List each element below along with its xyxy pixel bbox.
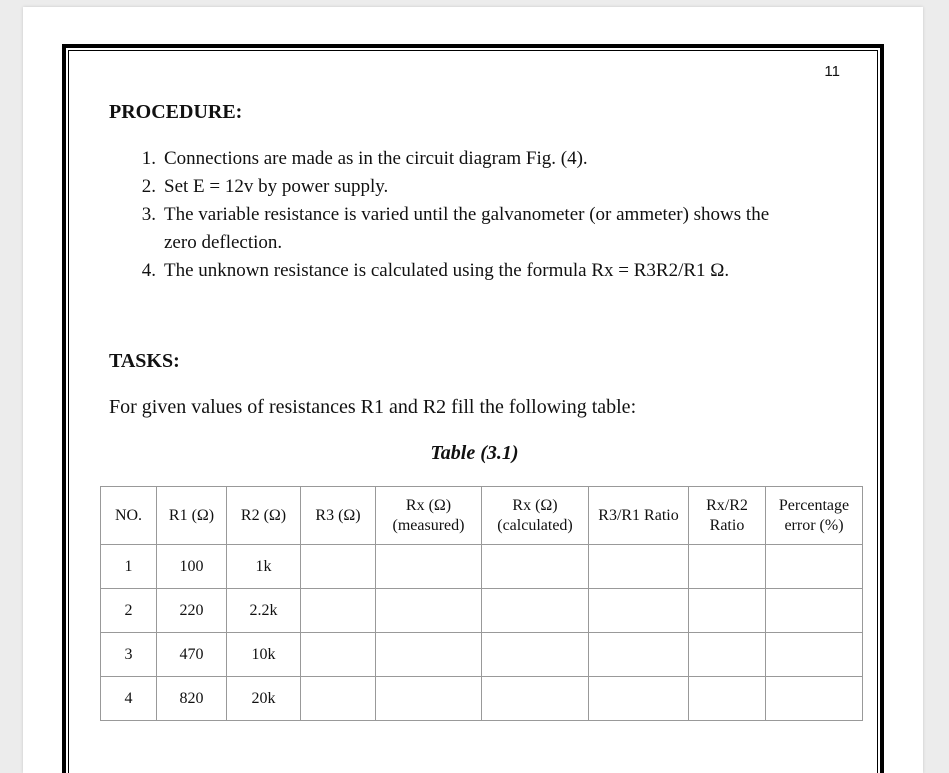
tasks-heading: TASKS:	[109, 350, 180, 372]
cell-empty	[301, 545, 376, 589]
cell-r2: 1k	[227, 545, 301, 589]
cell-empty	[301, 589, 376, 633]
cell-r1: 470	[157, 633, 227, 677]
col-header-no: NO.	[101, 487, 157, 545]
cell-empty	[589, 633, 689, 677]
procedure-heading: PROCEDURE:	[109, 101, 243, 123]
cell-empty	[589, 677, 689, 721]
col-header-rx-r2-ratio: Rx/R2 Ratio	[689, 487, 766, 545]
cell-empty	[376, 677, 482, 721]
step-text: zero deflection.	[164, 232, 283, 253]
cell-r2: 20k	[227, 677, 301, 721]
table-row	[101, 677, 863, 721]
cell-empty	[689, 677, 766, 721]
page-number: 11	[824, 63, 840, 80]
col-header-r3: R3 (Ω)	[301, 487, 376, 545]
cell-empty	[589, 589, 689, 633]
step-text: The variable resistance is varied until the galvanometer (or ammeter) shows the	[164, 204, 770, 225]
table-caption: Table (3.1)	[430, 442, 519, 464]
cell-no: 3	[101, 633, 157, 677]
col-header-r1: R1 (Ω)	[157, 487, 227, 545]
data-table	[100, 486, 863, 721]
step-number: 4.	[141, 260, 156, 281]
cell-empty	[376, 633, 482, 677]
step-number: 2.	[141, 176, 156, 197]
cell-empty	[766, 545, 863, 589]
step-text: Set E = 12v by power supply.	[164, 176, 389, 197]
col-header-percentage-error: Percentage error (%)	[766, 487, 863, 545]
table-header-row	[101, 487, 863, 545]
step-text: Connections are made as in the circuit diagram Fig. (4).	[164, 148, 588, 169]
cell-empty	[376, 589, 482, 633]
cell-r2: 2.2k	[227, 589, 301, 633]
col-header-rx-measured: Rx (Ω) (measured)	[376, 487, 482, 545]
cell-empty	[689, 633, 766, 677]
cell-empty	[589, 545, 689, 589]
table-row	[101, 633, 863, 677]
cell-empty	[482, 545, 589, 589]
cell-empty	[376, 545, 482, 589]
cell-empty	[766, 677, 863, 721]
col-header-r2: R2 (Ω)	[227, 487, 301, 545]
cell-no: 4	[101, 677, 157, 721]
step-number: 3.	[141, 204, 156, 225]
cell-empty	[482, 633, 589, 677]
step-text: The unknown resistance is calculated using the formula Rx = R3R2/R1 Ω.	[164, 260, 730, 281]
cell-empty	[301, 633, 376, 677]
cell-empty	[766, 589, 863, 633]
cell-empty	[766, 633, 863, 677]
table-row	[101, 589, 863, 633]
tasks-intro: For given values of resistances R1 and R2 fill the following table:	[109, 396, 637, 418]
cell-r1: 220	[157, 589, 227, 633]
cell-empty	[689, 545, 766, 589]
col-header-rx-calculated: Rx (Ω) (calculated)	[482, 487, 589, 545]
cell-no: 2	[101, 589, 157, 633]
col-header-r3-r1-ratio: R3/R1 Ratio	[589, 487, 689, 545]
cell-empty	[482, 677, 589, 721]
table-row	[101, 545, 863, 589]
cell-r2: 10k	[227, 633, 301, 677]
cell-no: 1	[101, 545, 157, 589]
cell-empty	[689, 589, 766, 633]
cell-empty	[482, 589, 589, 633]
cell-empty	[301, 677, 376, 721]
step-number: 1.	[141, 148, 156, 169]
cell-r1: 820	[157, 677, 227, 721]
cell-r1: 100	[157, 545, 227, 589]
